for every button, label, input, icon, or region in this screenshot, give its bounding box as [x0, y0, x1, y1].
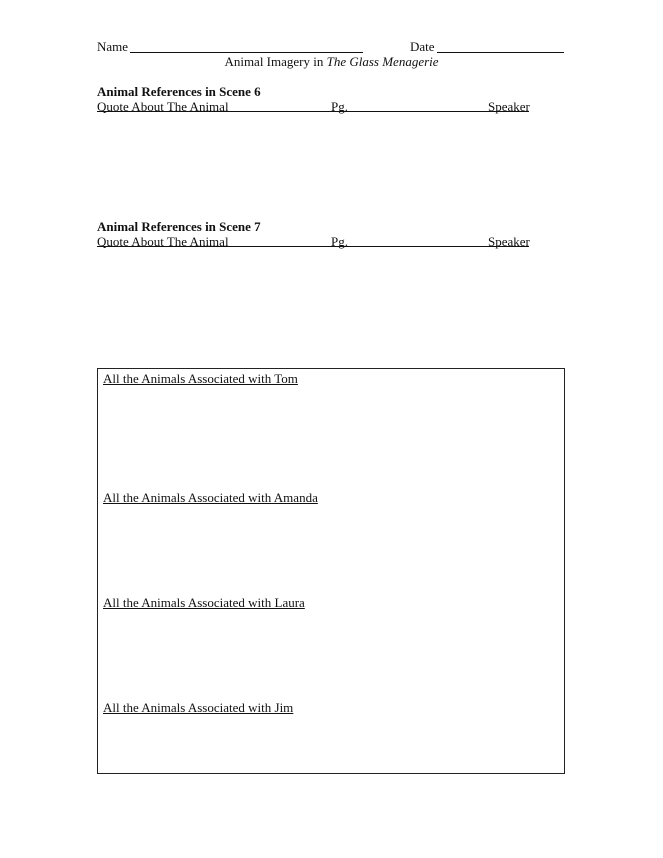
scene-6-heading: Animal References in Scene 6 — [97, 84, 261, 99]
scene-6-col-quote: Quote About The Animal — [97, 99, 229, 114]
date-label: Date — [410, 39, 435, 54]
date-field[interactable] — [437, 52, 564, 53]
scene-7-col-page: Pg. — [331, 234, 348, 249]
scene-6-col-speaker: Speaker — [488, 99, 530, 114]
name-label: Name — [97, 39, 129, 54]
laura-animals-label: All the Animals Associated with Laura — [103, 595, 305, 610]
tom-animals-label: All the Animals Associated with Tom — [103, 371, 298, 386]
jim-animals-label: All the Animals Associated with Jim — [103, 700, 294, 715]
character-animals-box — [97, 368, 565, 774]
title-prefix: Animal Imagery in — [224, 54, 327, 69]
name-field[interactable] — [130, 52, 363, 53]
title-book: The Glass Menagerie — [326, 54, 439, 69]
scene-7-col-speaker: Speaker — [488, 234, 530, 249]
scene-7-col-quote: Quote About The Animal — [97, 234, 229, 249]
page-title — [0, 54, 663, 70]
amanda-animals-label: All the Animals Associated with Amanda — [103, 490, 318, 505]
scene-6-col-page: Pg. — [331, 99, 348, 114]
scene-7-heading: Animal References in Scene 7 — [97, 219, 261, 234]
